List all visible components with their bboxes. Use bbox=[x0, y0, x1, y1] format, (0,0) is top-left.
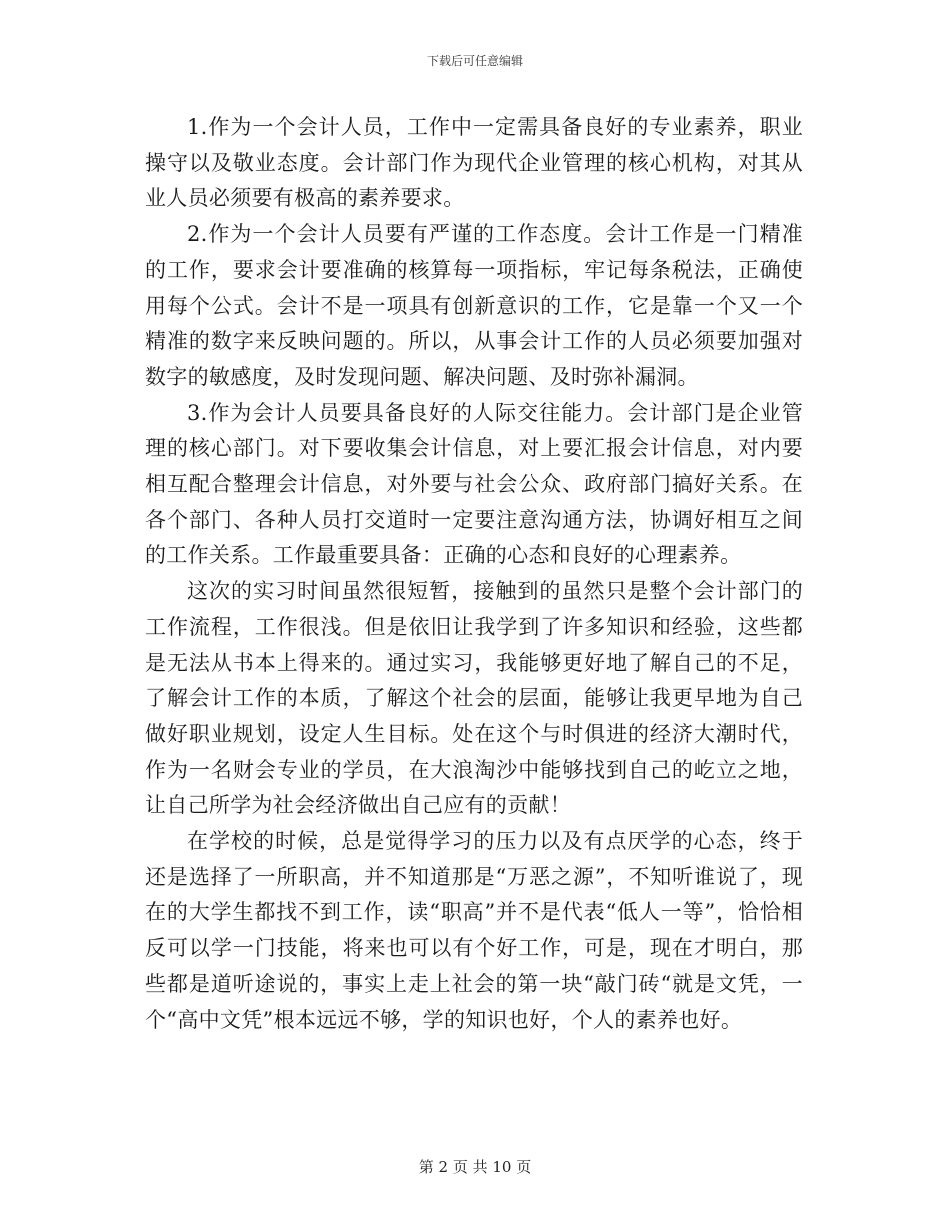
paragraph-5: 在学校的时候，总是觉得学习的压力以及有点厌学的心态，终于还是选择了一所职高，并不知道那是“万恶之源”，不知听谁说了，现在的大学生都找不到工作，读“职高”并不是代表“低人一等”，恰恰相反可以学一门技能，将来也可以有个好工作，可是，现在才明白，那些都是道听途说的，事实上走上社会的第一块“敲门砖“就是文凭，一个“高中文凭”根本远远不够，学的知识也好，个人的素养也好。 bbox=[145, 829, 803, 1032]
paragraph-3: 3.作为会计人员要具备良好的人际交往能力。会计部门是企业管理的核心部门。对下要收集会计信息，对上要汇报会计信息，对内要相互配合整理会计信息，对外要与社会公众、政府部门搞好关系。在各个部门、各种人员打交道时一定要注意沟通方法，协调好相互之间的工作关系。工作最重要具备：正确的心态和良好的心理素养。 bbox=[145, 400, 803, 568]
page-number-footer: 第 2 页 共 10 页 bbox=[418, 1158, 532, 1176]
page-header: 下载后可任意编辑 bbox=[426, 54, 523, 68]
paragraph-2: 2.作为一个会计人员要有严谨的工作态度。会计工作是一门精准的工作，要求会计要准确的核算每一项指标，牢记每条税法，正确使用每个公式。会计不是一项具有创新意识的工作，它是靠一个又一个精准的数字来反映问题的。所以，从事会计工作的人员必须要加强对数字的敏感度，及时发现问题、解决问题、及时弥补漏洞。 bbox=[145, 222, 803, 389]
document-body bbox=[145, 110, 803, 1038]
paragraph-1: 1.作为一个会计人员，工作中一定需具备良好的专业素养，职业操守以及敬业态度。会计部门作为现代企业管理的核心机构，对其从业人员必须要有极高的素养要求。 bbox=[145, 115, 803, 211]
paragraph-4: 这次的实习时间虽然很短暂，接触到的虽然只是整个会计部门的工作流程，工作很浅。但是依旧让我学到了许多知识和经验，这些都是无法从书本上得来的。通过实习，我能够更好地了解自己的不足，了解会计工作的本质，了解这个社会的层面，能够让我更早地为自己做好职业规划，设定人生目标。处在这个与时俱进的经济大潮时代，作为一名财会专业的学员，在大浪淘沙中能够找到自己的屹立之地，让自己所学为社会经济做出自己应有的贡献！ bbox=[145, 579, 803, 818]
